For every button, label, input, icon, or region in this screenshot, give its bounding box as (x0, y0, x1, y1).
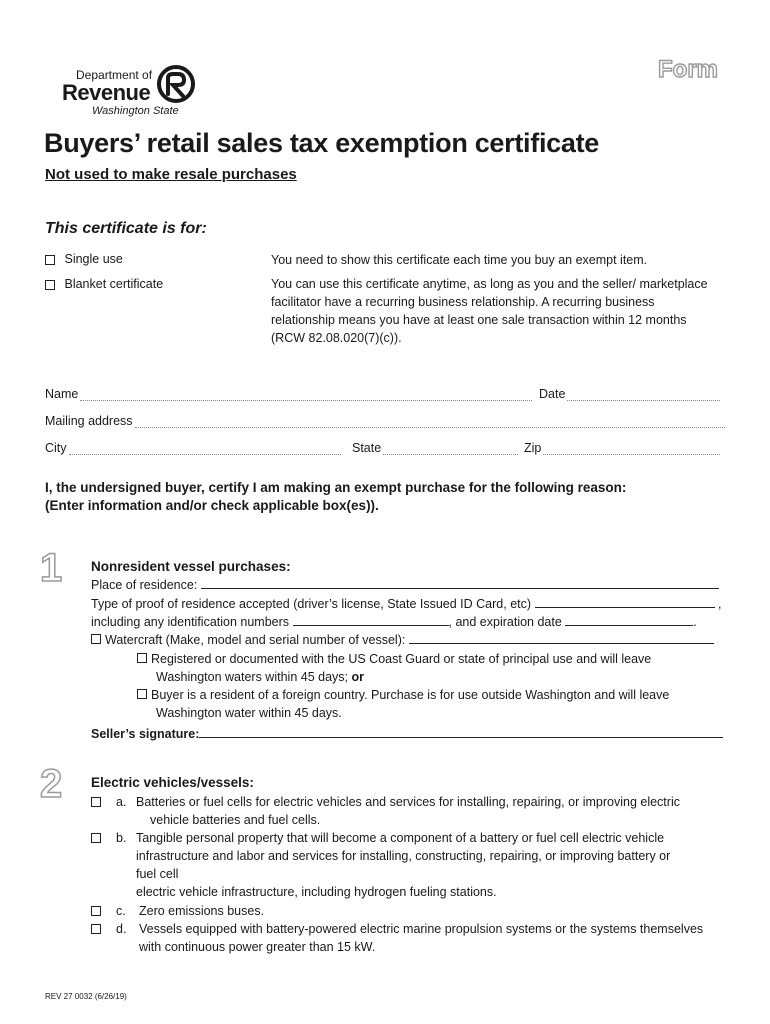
ev-item-b-checkbox[interactable] (91, 833, 101, 843)
certificate-for-heading: This certificate is for: (45, 220, 207, 237)
zip-label: Zip (524, 441, 542, 455)
dor-logo-icon (156, 64, 196, 104)
section-2-heading: Electric vehicles/vessels: (91, 775, 254, 790)
seller-signature-input-line[interactable] (199, 727, 723, 738)
proof-comma: , (718, 597, 722, 611)
foreign-resident-line-1: Buyer is a resident of a foreign country. Purchase is for use outside Washington and will leave (151, 688, 670, 702)
expiration-period: . (693, 615, 697, 629)
foreign-resident-checkbox[interactable] (137, 689, 147, 699)
ev-item-b-line-2: infrastructure and labor and services for installing, constructing, repairing, or improving battery or (136, 849, 671, 863)
ev-item-a-checkbox[interactable] (91, 797, 101, 807)
identification-row[interactable] (91, 613, 741, 631)
ev-item-a-line-1: Batteries or fuel cells for electric vehicles and services for installing, repairing, or improving electric (136, 795, 680, 809)
single-use-description: You need to show this certificate each time you buy an exempt item. (271, 253, 648, 267)
zip-input-line[interactable] (543, 442, 720, 455)
ev-item-c-line-1: Zero emissions buses. (139, 904, 265, 918)
form-label: Form (658, 56, 718, 83)
registered-checkbox[interactable] (137, 653, 147, 663)
blanket-certificate-option[interactable] (45, 277, 163, 291)
identification-input-line[interactable] (293, 615, 449, 626)
foreign-resident-line-2: Washington water within 45 days. (156, 706, 342, 720)
date-field[interactable] (539, 387, 720, 401)
registered-line-2: Washington waters within 45 days; (156, 670, 348, 684)
mailing-address-input-line[interactable] (135, 415, 725, 428)
seller-signature-row[interactable] (91, 725, 731, 743)
ev-item-b-line-4: electric vehicle infrastructure, including hydrogen fueling stations. (136, 885, 497, 899)
page-title: Buyers’ retail sales tax exemption certificate (44, 128, 599, 158)
name-input-line[interactable] (80, 388, 532, 401)
section-2-number: 2 (40, 762, 63, 806)
mailing-address-label: Mailing address (45, 414, 133, 428)
proof-of-residence-row[interactable] (91, 595, 741, 613)
section-1-number: 1 (40, 546, 63, 590)
identification-label: including any identification numbers (91, 615, 290, 629)
single-use-option[interactable] (45, 252, 123, 266)
registered-line-1: Registered or documented with the US Coast Guard or state of principal use and will leave (151, 652, 652, 666)
watercraft-input-line[interactable] (409, 633, 714, 644)
registered-or: or (351, 670, 364, 684)
city-input-line[interactable] (69, 442, 341, 455)
page-subtitle: Not used to make resale purchases (45, 166, 297, 183)
ev-item-c-checkbox[interactable] (91, 906, 101, 916)
state-field[interactable] (352, 441, 518, 455)
expiration-input-line[interactable] (565, 615, 693, 626)
blanket-certificate-checkbox[interactable] (45, 280, 55, 290)
place-of-residence-row[interactable] (91, 576, 731, 594)
logo-state-text: Washington State (92, 105, 179, 117)
date-input-line[interactable] (567, 388, 720, 401)
blanket-certificate-label: Blanket certificate (64, 277, 164, 291)
proof-of-residence-input-line[interactable] (535, 597, 715, 608)
certify-line-1: I, the undersigned buyer, certify I am making an exempt purchase for the following reason: (45, 480, 627, 495)
ev-item-c-letter: c. (116, 904, 126, 918)
form-number: REV 27 0032 (6/26/19) (45, 992, 127, 1001)
city-field[interactable] (45, 441, 341, 455)
watercraft-checkbox[interactable] (91, 634, 101, 644)
place-of-residence-input-line[interactable] (201, 578, 719, 589)
name-field[interactable] (45, 387, 532, 401)
mailing-address-field[interactable] (45, 414, 725, 428)
watercraft-row[interactable] (91, 631, 741, 649)
ev-item-d-checkbox[interactable] (91, 924, 101, 934)
state-input-line[interactable] (383, 442, 518, 455)
certify-line-2: (Enter information and/or check applicable box(es)). (45, 498, 379, 513)
name-label: Name (45, 387, 79, 401)
date-label: Date (539, 387, 566, 401)
ev-item-d-line-1: Vessels equipped with battery-powered electric marine propulsion systems or the systems themselves (139, 922, 704, 936)
blanket-certificate-description: You can use this certificate anytime, as long as you and the seller/ marketplace facilitator have a recurring business relationship. A recurring business relationship means you have at least one sale transaction within 12 months (RCW 82.08.020(7)(c)). (271, 277, 708, 345)
ev-item-b-letter: b. (116, 831, 127, 845)
state-label: State (352, 441, 382, 455)
ev-item-b-line-1: Tangible personal property that will become a component of a battery or fuel cell electric vehicle (136, 831, 665, 845)
ev-item-a-letter: a. (116, 795, 127, 809)
logo-revenue-text: Revenue (62, 80, 151, 105)
place-of-residence-label: Place of residence: (91, 578, 198, 592)
ev-item-b-line-3: fuel cell (136, 867, 179, 881)
certify-statement (45, 479, 626, 515)
ev-item-d-line-2: with continuous power greater than 15 kW. (139, 940, 376, 954)
watercraft-label: Watercraft (Make, model and serial number of vessel): (105, 633, 406, 647)
zip-field[interactable] (524, 441, 720, 455)
seller-signature-label: Seller’s signature: (91, 727, 200, 741)
logo-department-text: Department of (76, 68, 153, 82)
foreign-resident-option[interactable] (137, 686, 737, 722)
single-use-label: Single use (64, 252, 123, 266)
registered-option[interactable] (137, 650, 737, 686)
section-1-heading: Nonresident vessel purchases: (91, 559, 291, 574)
city-label: City (45, 441, 67, 455)
single-use-checkbox[interactable] (45, 255, 55, 265)
ev-item-d-letter: d. (116, 922, 127, 936)
expiration-label: , and expiration date (448, 615, 562, 629)
ev-item-a-line-2: vehicle batteries and fuel cells. (150, 813, 321, 827)
proof-of-residence-label: Type of proof of residence accepted (driver’s license, State Issued ID Card, etc) (91, 597, 532, 611)
